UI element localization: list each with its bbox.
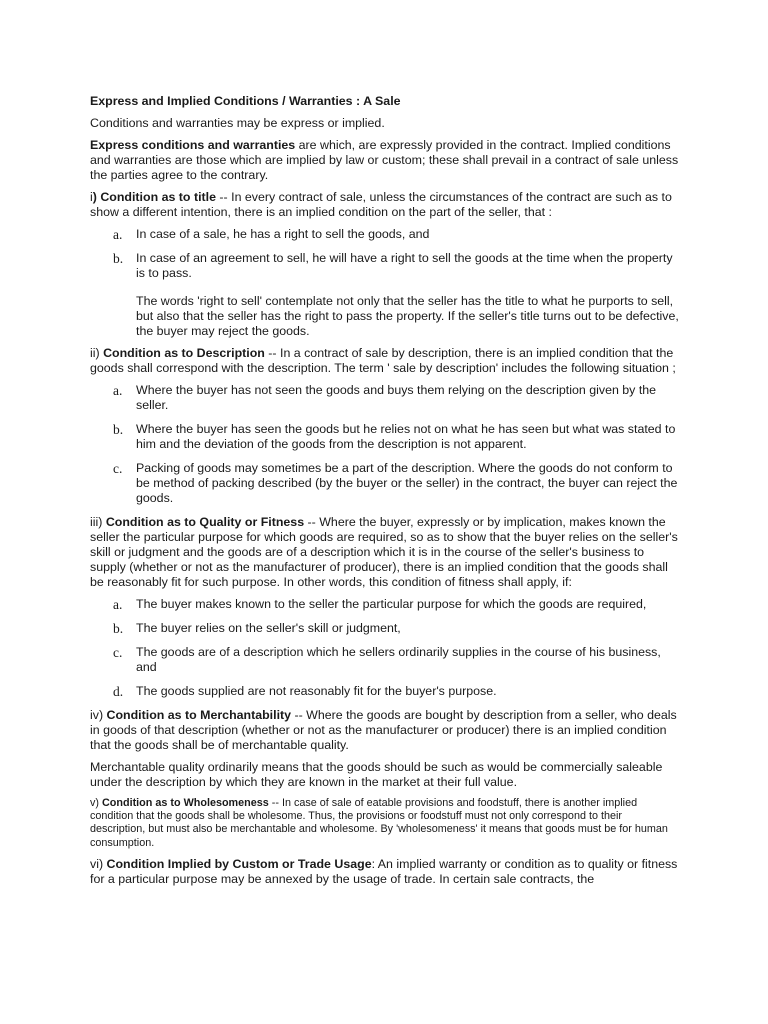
list-marker: b. xyxy=(113,251,124,266)
section-4-note: Merchantable quality ordinarily means that the goods should be such as would be commercially saleable under the description by which they are known in the market at their full value. xyxy=(90,760,663,789)
list-marker: d. xyxy=(113,684,124,699)
section-4-prefix: iv) xyxy=(90,708,107,722)
section-2-heading: Condition as to Description xyxy=(103,346,265,360)
list-item-text: The buyer makes known to the seller the particular purpose for which the goods are required, xyxy=(136,597,647,611)
section-title-condition xyxy=(90,190,680,220)
section-1-heading: ) Condition as to title xyxy=(92,190,216,204)
list-item-text: Where the buyer has not seen the goods and buys them relying on the description given by the seller. xyxy=(136,383,657,412)
section-1-note: The words 'right to sell' contemplate not only that the seller has the title to what he purports to sell, but also that the seller has the right to pass the property. If the seller's title turns out to be defective, the buyer may reject the goods. xyxy=(136,294,679,338)
section-4-text: -- Where the goods are bought by description from a seller, who deals in goods of that description (whether or not as the manufacturer or producer) there is an implied condition that the goods shall be of merchantable quality. xyxy=(90,708,677,752)
express-text: are which, are expressly provided in the contract. Implied conditions and warranties are those which are implied by law or custom; these shall prevail in a contract of sale unless the parties agree to the contrary. xyxy=(90,138,679,182)
list-marker: a. xyxy=(113,597,123,612)
section-description xyxy=(90,346,680,376)
list-marker: c. xyxy=(113,645,123,660)
section-2-prefix: ii) xyxy=(90,346,104,360)
section-1-text: -- In every contract of sale, unless the circumstances of the contract are such as to show a different intention, there is an implied condition on the part of the seller, that : xyxy=(90,190,672,219)
list-item xyxy=(90,251,680,281)
intro-paragraph: Conditions and warranties may be express or implied. xyxy=(90,116,385,130)
section-1-list xyxy=(90,227,680,281)
document-title: Express and Implied Conditions / Warranties : A Sale xyxy=(90,94,401,108)
list-item-text: Packing of goods may sometimes be a part of the description. Where the goods do not conform to be method of packing described (by the buyer or the seller) in the contract, the buyer can reject the goods. xyxy=(136,461,678,505)
section-6-prefix: vi) xyxy=(90,856,107,871)
section-3-prefix: iii) xyxy=(90,515,106,529)
list-item-text: The buyer relies on the seller's skill or judgment, xyxy=(136,621,401,635)
list-item-text: Where the buyer has seen the goods but he relies not on what he has seen but what was stated to him and the deviation of the goods from the description is not apparent. xyxy=(136,422,676,451)
section-5-prefix: v) xyxy=(90,797,102,809)
list-marker: b. xyxy=(113,621,124,636)
list-item xyxy=(90,422,680,452)
list-item-text: In case of a sale, he has a right to sell the goods, and xyxy=(136,227,430,241)
section-3-text: -- Where the buyer, expressly or by implication, makes known the seller the particular purpose for which goods are required, so as to show that the buyer relies on the seller's skill or judgment and the goods are of a description which it is in the course of the seller's business to supply (whether or not as the manufacturer of producer), there is an implied condition that the goods shall be reasonably fit for such purpose. In other words, this condition of fitness shall apply, if: xyxy=(90,515,678,589)
section-quality-fitness xyxy=(90,515,680,590)
list-item xyxy=(90,684,680,699)
section-3-heading: Condition as to Quality or Fitness xyxy=(105,515,305,529)
list-marker: c. xyxy=(113,461,123,476)
list-item xyxy=(90,383,680,413)
express-heading: Express conditions and warranties xyxy=(90,138,296,152)
section-6-heading: Condition Implied by Custom or Trade Usage xyxy=(106,856,372,871)
section-6-text: : An implied warranty or condition as to quality or fitness for a particular purpose may be annexed by the usage of trade. In certain sale contracts, the xyxy=(90,856,678,886)
section-custom-trade-usage xyxy=(90,857,680,887)
section-merchantability xyxy=(90,708,680,753)
section-5-text: -- In case of sale of eatable provisions and foodstuff, there is another implied condition that the goods shall be wholesome. Thus, the provisions or foodstuff must not only correspond to their description, but must also be merchantable and wholesome. By 'wholesomeness' it means that goods must be for human consumption. xyxy=(90,797,668,849)
section-2-text: -- In a contract of sale by description, there is an implied condition that the goods shall correspond with the description. The term ' sale by description' includes the following situation ; xyxy=(90,346,676,375)
express-paragraph xyxy=(90,138,680,183)
list-item xyxy=(90,621,680,636)
list-item xyxy=(90,227,680,242)
list-marker: a. xyxy=(113,383,123,398)
list-marker: b. xyxy=(113,422,124,437)
list-item xyxy=(90,461,680,506)
section-wholesomeness xyxy=(90,797,680,850)
section-3-list xyxy=(90,597,680,699)
section-2-list xyxy=(90,383,680,506)
list-item-text: The goods supplied are not reasonably fit for the buyer's purpose. xyxy=(136,684,497,698)
document-page xyxy=(90,94,680,894)
list-item-text: In case of an agreement to sell, he will have a right to sell the goods at the time when the property is to pass. xyxy=(136,251,673,280)
list-item xyxy=(90,597,680,612)
list-item-text: The goods are of a description which he sellers ordinarily supplies in the course of his business, and xyxy=(136,645,661,674)
section-5-heading: Condition as to Wholesomeness xyxy=(102,797,269,809)
section-1-prefix: i xyxy=(90,190,93,204)
list-item xyxy=(90,645,680,675)
section-4-heading: Condition as to Merchantability xyxy=(106,708,292,722)
list-marker: a. xyxy=(113,227,123,242)
